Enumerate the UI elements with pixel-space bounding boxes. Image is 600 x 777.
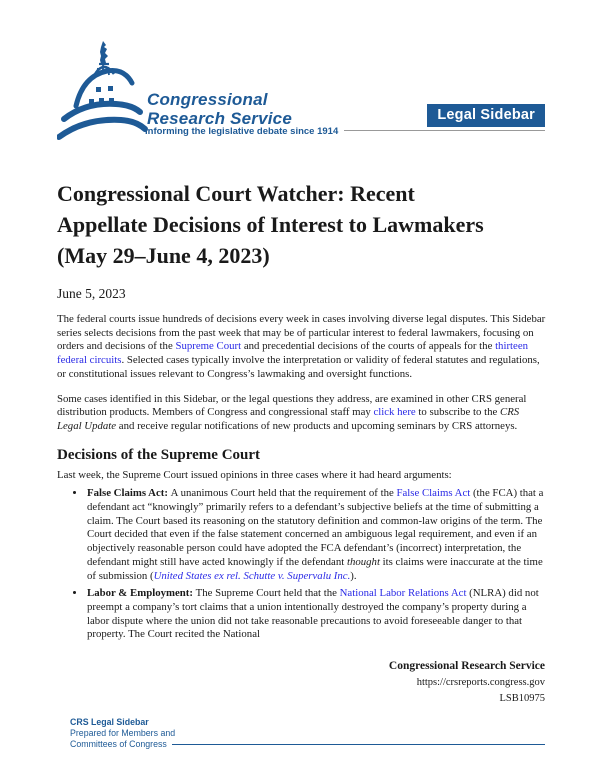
hyperlink[interactable]: False Claims Act: [396, 487, 471, 500]
list-item-false-claims-act: [86, 487, 546, 583]
bottom-left-block: [70, 717, 545, 750]
title-line-2: Appellate Decisions of Interest to Lawmakers: [57, 212, 484, 237]
prepared-for-line-1: Prepared for Members and: [70, 728, 176, 738]
text-segment: . Selected cases typically involve the interpretation or validity of federal statutes and regulations, or constitutional issues relevant to Congress’s lawmaking and oversight functions.: [57, 354, 540, 380]
text-segment: to subscribe to the: [415, 406, 500, 419]
bottom-rule: [172, 744, 545, 745]
prepared-for-line-2: Committees of Congress: [70, 739, 167, 749]
brand-line-1: Congressional: [147, 90, 268, 109]
text-segment: Labor & Employment:: [87, 587, 196, 600]
document-date: June 5, 2023: [57, 286, 126, 301]
capitol-dome-logo: [57, 40, 149, 142]
document-title: [57, 178, 546, 271]
intro-paragraph-1: [57, 313, 546, 382]
brand-line-2: Research Service: [147, 109, 292, 128]
hyperlink[interactable]: click here: [373, 406, 416, 419]
section-heading: Decisions of the Supreme Court: [57, 446, 261, 463]
brand-tagline: Informing the legislative debate since 1914: [145, 126, 339, 137]
hyperlink[interactable]: National Labor Relations Act: [339, 587, 467, 600]
footer-org-name: Congressional Research Service: [388, 660, 545, 672]
text-segment: and precedential decisions of the courts of appeals for the: [241, 340, 496, 353]
title-line-1: Congressional Court Watcher: Recent: [57, 181, 415, 206]
title-line-3: (May 29–June 4, 2023): [57, 243, 270, 268]
text-segment: A unanimous Court held that the requirement of the: [170, 487, 397, 500]
document-header: [57, 40, 545, 142]
text-segment: (NLRA) did not preempt a company’s tort claims that a union intentionally destroyed the company’s property during a labor dispute where the union did not take reasonable precautions to avoid foreseeable danger to that property. The Court recited the National: [87, 587, 539, 641]
brand-wordmark: [147, 90, 292, 128]
product-line-label: CRS Legal Sidebar: [70, 717, 149, 727]
hyperlink[interactable]: Supreme Court: [175, 340, 242, 353]
text-segment: (the FCA) that a defendant act “knowingly” primarily refers to a defendant’s subjective beliefs at the time of submitting a claim. The Court based its reasoning on the statutory definition and common-law origins of the term. The Court decided that even if the false statement concerned an ambiguous legal requirement, and even if an objectively reasonable person could have adopted the FCA defendant’s (incorrect) interpretation, the defendant might still have acted knowingly if the defendant: [87, 487, 544, 568]
footer-right-block: [389, 658, 545, 708]
text-segment: thought: [346, 555, 380, 568]
text-segment: The Supreme Court held that the: [195, 587, 340, 600]
hyperlink[interactable]: United States ex rel. Schutte v. Supervalu Inc.: [153, 569, 351, 582]
legal-sidebar-badge: Legal Sidebar: [427, 104, 545, 127]
supreme-court-decision-list: [57, 487, 546, 642]
footer-doc-id: LSB10975: [499, 693, 545, 704]
text-segment: ).: [350, 569, 357, 582]
bottom-row: [70, 739, 545, 750]
text-segment: False Claims Act:: [87, 487, 171, 500]
text-segment: Some cases identified in this Sidebar, or the legal questions they address, are examined in other CRS general distribution products. Members of Congress and congressional staff may: [57, 392, 527, 419]
document-body: [57, 178, 546, 646]
intro-paragraph-2: [57, 393, 546, 434]
header-rule: [344, 130, 545, 131]
header-bottom-row: [145, 126, 545, 137]
text-segment: its claims were inaccurate at the time of submission (: [87, 555, 543, 582]
text-segment: The federal courts issue hundreds of decisions every week in cases involving diverse legal disputes. This Sidebar series selects decisions from the past week that may be of particular interest to federal lawmakers, focusing on orders and decisions of the: [57, 313, 546, 353]
text-segment: and receive regular notifications of new products and upcoming seminars by CRS attorneys.: [116, 419, 518, 432]
text-segment: CRS Legal Update: [57, 406, 520, 432]
section-lead: Last week, the Supreme Court issued opinions in three cases where it had heard arguments:: [57, 468, 452, 481]
footer-url-link[interactable]: https://crsreports.congress.gov: [416, 676, 545, 688]
list-item-labor-employment: [86, 587, 546, 642]
hyperlink[interactable]: thirteen federal circuits: [57, 340, 529, 367]
